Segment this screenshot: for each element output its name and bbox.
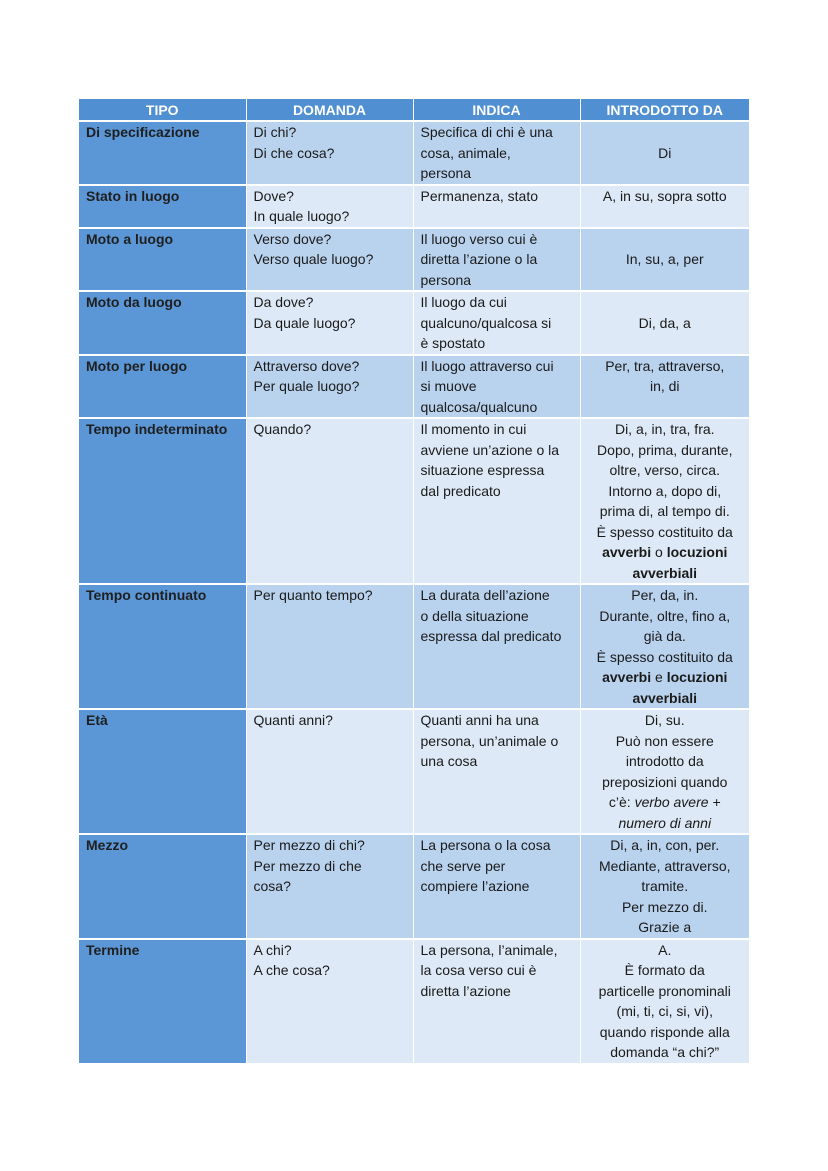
domanda-line: Quando? — [253, 421, 312, 437]
domanda-line: Attraverso dove? — [253, 357, 360, 374]
connector: e — [651, 669, 667, 685]
tipo-cell: Tempo indeterminato — [79, 418, 246, 584]
domanda-line: Da quale luogo? — [253, 314, 356, 331]
header-introdotto-da: INTRODOTTO DA — [580, 99, 749, 121]
table-row — [79, 709, 749, 834]
tipo-cell: Termine — [79, 939, 246, 1063]
introdotto-da-cell — [580, 121, 749, 185]
indica-line: si muove — [420, 378, 477, 394]
tipo-cell: Età — [79, 709, 246, 834]
domanda-cell — [246, 355, 413, 419]
domanda-line: cosa? — [253, 878, 291, 894]
prefix: c’è: — [608, 794, 635, 810]
introdotto-italic-line — [585, 792, 746, 813]
domanda-line: A che cosa? — [253, 962, 330, 978]
introdotto-da-cell — [580, 418, 749, 584]
domanda-cell — [246, 418, 413, 584]
introdotto-line: in, di — [649, 378, 680, 394]
indica-line: diretta l’azione o la — [420, 251, 538, 267]
introdotto-bold-last: avverbiali — [632, 689, 698, 706]
domanda-cell — [246, 939, 413, 1063]
tipo-cell: Moto da luogo — [79, 291, 246, 355]
table-row — [79, 228, 749, 292]
indica-line: situazione espressa — [420, 462, 545, 478]
domanda-line: Da dove? — [253, 294, 314, 310]
domanda-line: Per mezzo di chi? — [253, 837, 365, 853]
indica-line: La persona, l’animale, — [420, 941, 558, 958]
introdotto-bold-line — [585, 667, 746, 688]
table-row — [79, 355, 749, 419]
domanda-line: Verso dove? — [253, 230, 332, 247]
domanda-cell — [246, 185, 413, 228]
introdotto-line: È spesso costituito da — [596, 648, 733, 665]
header-row — [79, 99, 749, 121]
introdotto-line: Di, a, in, tra, fra. — [614, 421, 715, 437]
introdotto-line: Per, da, in. — [631, 587, 699, 603]
indica-line: compiere l’azione — [420, 878, 530, 894]
introdotto-line: Intorno a, dopo di, — [608, 482, 722, 499]
indica-line: qualcosa/qualcuno — [420, 398, 538, 415]
table-row — [79, 185, 749, 228]
indica-line: la cosa verso cui è — [420, 962, 537, 978]
indica-line: Il luogo da cui — [420, 294, 507, 310]
domanda-line: A chi? — [253, 941, 292, 958]
indica-line: La persona o la cosa — [420, 837, 551, 853]
indica-cell — [413, 418, 580, 584]
introdotto-line: Per mezzo di. — [621, 898, 708, 915]
introdotto-da-cell — [580, 355, 749, 419]
introdotto-line: Di, a, in, con, per. — [610, 837, 720, 853]
introdotto-line: A, in su, sopra sotto — [602, 187, 727, 204]
introdotto-line: prima di, al tempo di. — [599, 503, 730, 519]
indica-line: Permanenza, stato — [420, 187, 539, 204]
indica-cell — [413, 939, 580, 1063]
domanda-cell — [246, 834, 413, 939]
indica-cell — [413, 121, 580, 185]
domanda-cell — [246, 228, 413, 292]
tipo-cell: Stato in luogo — [79, 185, 246, 228]
domanda-line: Di chi? — [253, 124, 297, 140]
domanda-cell — [246, 291, 413, 355]
domanda-line: Quanti anni? — [253, 712, 333, 728]
table-row — [79, 584, 749, 709]
table-row — [79, 834, 749, 939]
introdotto-da-cell — [580, 709, 749, 834]
introdotto-da-cell — [580, 228, 749, 292]
indica-line: una cosa — [420, 753, 478, 769]
introdotto-line: In, su, a, per — [625, 251, 704, 267]
introdotto-line: introdotto da — [625, 753, 704, 769]
introdotto-line: quando risponde alla — [599, 1023, 730, 1040]
bold-term: locuzioni — [666, 669, 728, 685]
table-row — [79, 121, 749, 185]
indica-cell — [413, 584, 580, 709]
indica-line: qualcuno/qualcosa si — [420, 314, 552, 331]
indica-cell — [413, 228, 580, 292]
indica-line: Il momento in cui — [420, 421, 527, 437]
domanda-line: Per quanto tempo? — [253, 587, 373, 603]
table-row — [79, 291, 749, 355]
introdotto-da-cell — [580, 834, 749, 939]
indica-line: Quanti anni ha una — [420, 712, 539, 728]
introdotto-line: A. — [658, 941, 672, 958]
introdotto-line: tramite. — [641, 878, 689, 894]
bold-term: avverbi — [602, 669, 652, 685]
indica-cell — [413, 834, 580, 939]
complementi-table — [79, 99, 749, 1063]
domanda-line: Dove? — [253, 187, 294, 204]
introdotto-da-cell — [580, 185, 749, 228]
indica-line: o della situazione — [420, 607, 529, 624]
italic-term: verbo avere + — [634, 794, 721, 810]
indica-line: espressa dal predicato — [420, 628, 562, 644]
domanda-line: Di che cosa? — [253, 144, 335, 161]
introdotto-line: (mi, ti, ci, si, vi), — [616, 1003, 713, 1019]
indica-line: La durata dell’azione — [420, 587, 550, 603]
introdotto-line: È formato da — [624, 962, 705, 978]
domanda-cell — [246, 121, 413, 185]
introdotto-line: Mediante, attraverso, — [598, 857, 731, 874]
header-indica: INDICA — [413, 99, 580, 121]
tipo-cell: Di specificazione — [79, 121, 246, 185]
indica-line: che serve per — [420, 857, 506, 874]
introdotto-line: Di, da, a — [638, 314, 691, 331]
indica-line: cosa, animale, — [420, 144, 511, 161]
indica-cell — [413, 185, 580, 228]
indica-cell — [413, 355, 580, 419]
introdotto-line: domanda “a chi?” — [610, 1044, 720, 1060]
indica-line: persona — [420, 165, 472, 181]
header-domanda: DOMANDA — [246, 99, 413, 121]
introdotto-line: già da. — [643, 628, 686, 644]
domanda-line: Per mezzo di che — [253, 857, 362, 874]
introdotto-line: preposizioni quando — [602, 773, 728, 790]
introdotto-line: Può non essere — [615, 732, 714, 749]
introdotto-line: Di — [658, 144, 672, 161]
domanda-line: Per quale luogo? — [253, 378, 360, 394]
indica-cell — [413, 709, 580, 834]
domanda-line: Verso quale luogo? — [253, 251, 374, 267]
indica-line: persona, un’animale o — [420, 732, 559, 749]
introdotto-da-cell — [580, 939, 749, 1063]
tipo-cell: Tempo continuato — [79, 584, 246, 709]
introdotto-line: Per, tra, attraverso, — [605, 357, 725, 374]
tipo-cell: Moto a luogo — [79, 228, 246, 292]
indica-line: avviene un’azione o la — [420, 441, 560, 458]
table-row — [79, 939, 749, 1063]
bold-term: avverbi — [602, 544, 652, 560]
introdotto-line: Di, su. — [644, 712, 685, 728]
table-row — [79, 418, 749, 584]
indica-cell — [413, 291, 580, 355]
introdotto-da-cell — [580, 291, 749, 355]
domanda-line: In quale luogo? — [253, 208, 350, 224]
introdotto-italic-last: numero di anni — [618, 814, 712, 831]
introdotto-line: Durante, oltre, fino a, — [599, 607, 731, 624]
indica-line: è spostato — [420, 335, 486, 351]
tipo-cell: Moto per luogo — [79, 355, 246, 419]
bold-term: locuzioni — [666, 544, 728, 560]
connector: o — [651, 544, 667, 560]
indica-line: Il luogo attraverso cui — [420, 357, 554, 374]
introdotto-line: particelle pronominali — [598, 982, 731, 999]
domanda-cell — [246, 584, 413, 709]
introdotto-bold-last: avverbiali — [632, 564, 698, 581]
indica-line: Specifica di chi è una — [420, 124, 553, 140]
introdotto-line: È spesso costituito da — [596, 523, 733, 540]
introdotto-line: Grazie a — [638, 919, 692, 935]
indica-line: dal predicato — [420, 482, 501, 499]
domanda-cell — [246, 709, 413, 834]
introdotto-line: oltre, verso, circa. — [609, 462, 720, 478]
indica-line: Il luogo verso cui è — [420, 230, 538, 247]
introdotto-line: Dopo, prima, durante, — [597, 441, 733, 458]
introdotto-da-cell — [580, 584, 749, 709]
indica-line: diretta l’azione — [420, 982, 511, 999]
introdotto-bold-line — [585, 542, 746, 563]
tipo-cell: Mezzo — [79, 834, 246, 939]
indica-line: persona — [420, 271, 472, 288]
header-tipo: TIPO — [79, 99, 246, 121]
